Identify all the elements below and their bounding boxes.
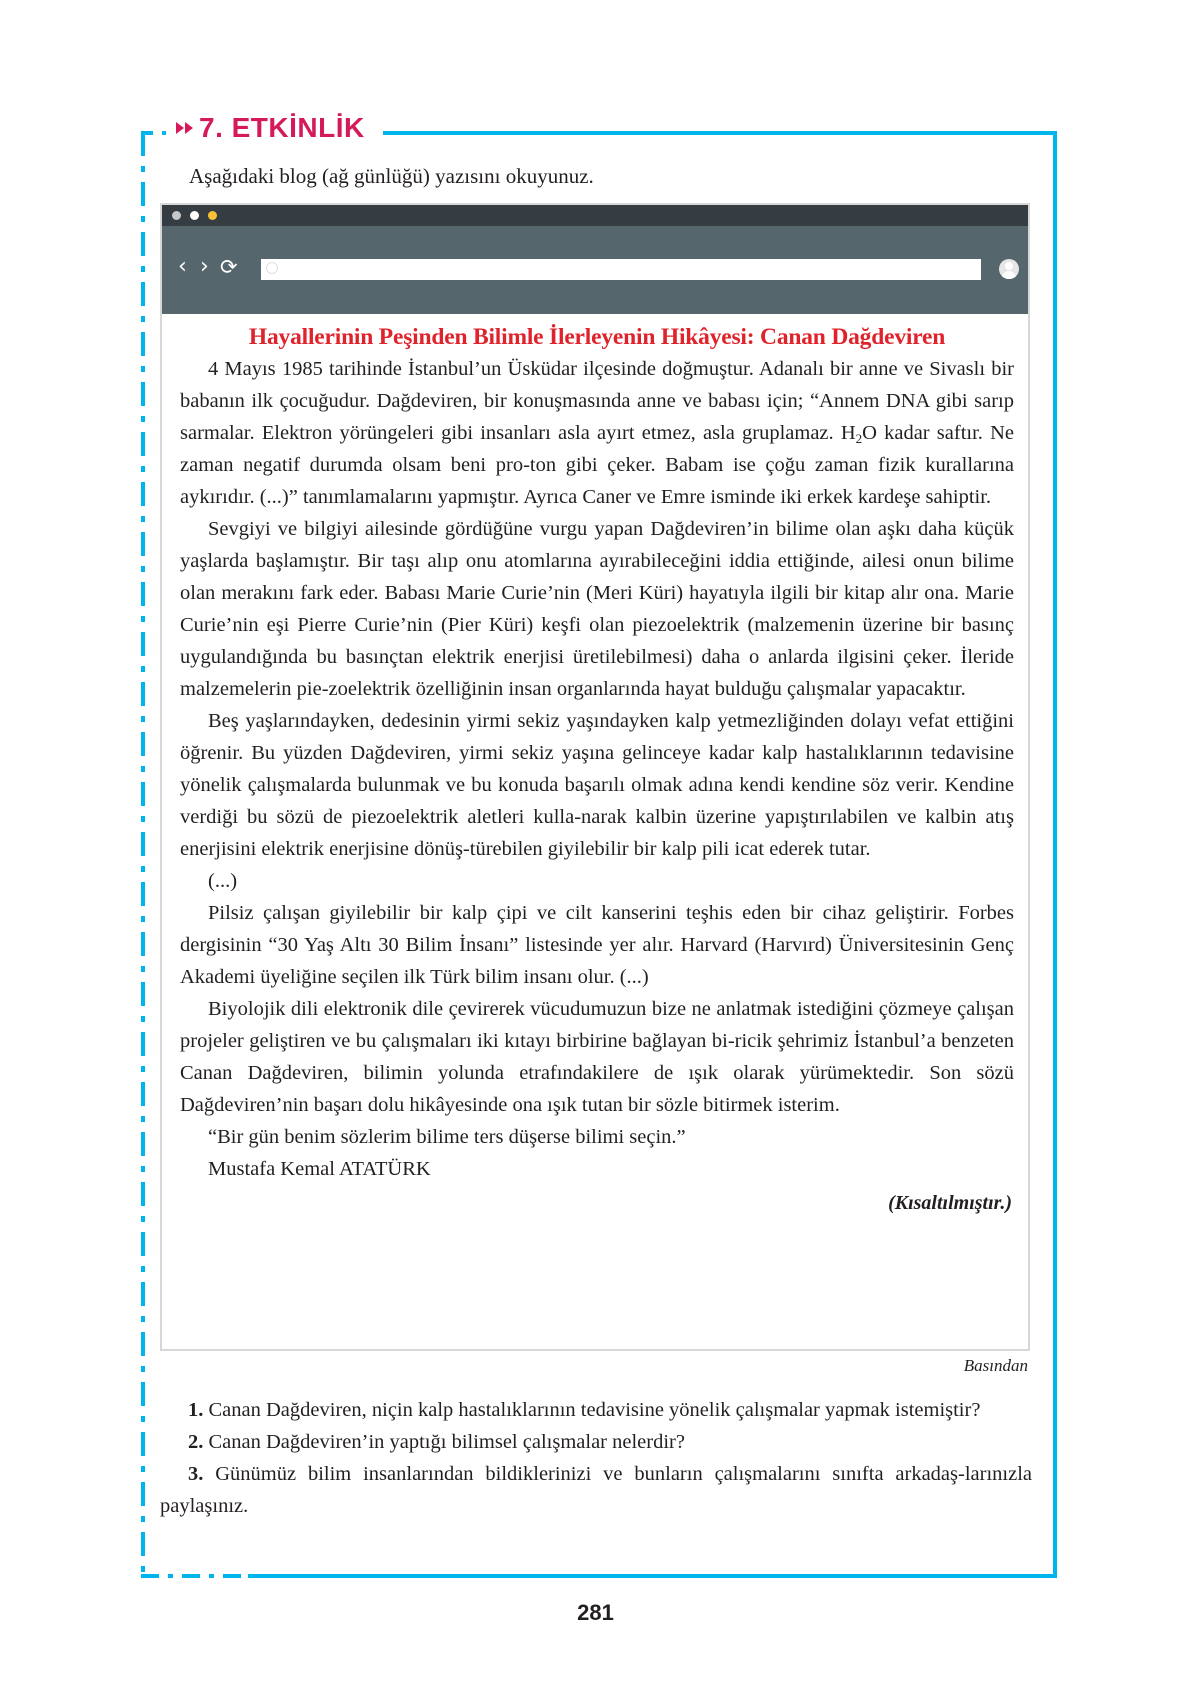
instruction-text: Aşağıdaki blog (ağ günlüğü) yazısını okuyunuz. — [189, 164, 594, 188]
window-dot-yellow-icon[interactable] — [208, 211, 217, 220]
activity-heading — [176, 112, 369, 144]
source-attribution: Basından — [963, 1356, 1028, 1375]
quote-author: Mustafa Kemal ATATÜRK — [208, 1158, 431, 1180]
article-paragraph: Sevgiyi ve bilgiyi ailesinde gördüğüne vurgu yapan Dağdeviren’in bilime olan aşkı daha küçük yaşlarda başlamıştır. Bir taşı alıp onu atomlarına ayırabileceğini iddia ettiğinde, ailesi onun bilime olan merakını fark eder. Babası Marie Curie’nin (Meri Küri) hayatıyla ilgili bir kitap alır ona. Marie Curie’nin eşi Pierre Curie’nin (Pier Küri) keşfi olan piezoelektrik (malzemenin üzerine bir basınç uygulandığında bu basınçtan elektrik enerjisi üretilebilmesi) daha o anlarda ilgisini çeker. İleride malzemelerin pie-zoelektrik özelliğinin insan organlarında hayat bulduğu çalışmalar yapacaktır. — [180, 518, 1014, 700]
frame-corner-dot — [162, 131, 166, 135]
arrow-icon — [185, 122, 193, 134]
reload-icon[interactable]: ⟳ — [220, 255, 238, 279]
blog-article — [180, 321, 1014, 1219]
questions-list — [160, 1394, 1032, 1522]
frame-left-dashed-border — [141, 132, 145, 1578]
double-arrow-icon — [176, 122, 193, 134]
article-ellipsis: (...) — [208, 870, 238, 892]
frame-top-border — [383, 131, 1057, 135]
article-paragraph: Pilsiz çalışan giyilebilir bir kalp çipi ve cilt kanserini teşhis eden bir cihaz geliştirir. Forbes dergisinin “30 Yaş Altı 30 Bilim İnsanı” listesinde yer alır. Harvard (Harvırd) Üniversitesinin Genç Akademi üyeliğine seçilen ilk Türk bilim insanı olur. (...) — [180, 902, 1014, 988]
frame-bottom-border — [248, 1574, 1057, 1578]
search-icon — [266, 262, 278, 274]
question-item: 2. Canan Dağdeviren’in yaptığı bilimsel çalışmalar nelerdir? — [188, 1431, 685, 1453]
window-dot-white-icon[interactable] — [190, 211, 199, 220]
arrow-icon — [176, 122, 184, 134]
frame-corner-dash — [141, 131, 153, 135]
question-item: 1. Canan Dağdeviren, niçin kalp hastalıklarının tedavisine yönelik çalışmalar yapmak istemiştir? — [188, 1399, 981, 1421]
window-dot-gray-icon[interactable] — [172, 211, 181, 220]
shortened-note: (Kısaltılmıştır.) — [888, 1192, 1012, 1214]
article-title: Hayallerinin Peşinden Bilimle İlerleyenin Hikâyesi: Canan Dağdeviren — [248, 324, 946, 350]
article-paragraph: 4 Mayıs 1985 tarihinde İstanbul’un Üsküdar ilçesinde doğmuştur. Adanalı bir anne ve Sivaslı bir babanın ilk çocuğudur. Dağdeviren, bir konuşmasında anne ve babası için; “Annem DNA gibi sarıp sarmalar. Elektron yörüngeleri gibi insanları asla ayırt etmez, asla gruplamaz. $H_2O$ kadar saftır. Ne zaman negatif durumda olsam beni pro-ton gibi çeker. Babam ise çoğu zaman fizik kurallarına aykırıdır. (...)” tanımlamalarını yapmıştır. Ayrıca Caner ve Emre isminde iki erkek kardeşe sahiptir. — [180, 358, 1014, 508]
activity-title: 7. ETKİNLİK — [199, 112, 365, 143]
user-avatar-icon[interactable] — [999, 259, 1019, 279]
question-item: 3. Günümüz bilim insanlarından bildiklerinizi ve bunların çalışmalarını sınıfta arkadaş-larınızla paylaşınız. — [160, 1463, 1032, 1517]
browser-window — [160, 203, 1030, 1351]
address-bar-input[interactable] — [261, 259, 981, 280]
article-paragraph: Beş yaşlarındayken, dedesinin yirmi sekiz yaşındayken kalp yetmezliğinden dolayı vefat ettiğini öğrenir. Bu yüzden Dağdeviren, yirmi sekiz yaşına gelinceye kadar kalp hastalıklarının tedavisine yönelik çalışmalarda bulunmak ve bu konuda başarılı olmak adına kendi kendine söz verir. Kendine verdiği bu sözü de piezoelektrik aletleri kulla-narak kalbin üzerine yapıştırılabilen ve kalbin atış enerjisini elektrik enerjisine dönüş-türebilen giyilebilir bir kalp pili icat ederek tutar. — [180, 710, 1014, 860]
page-number: 281 — [577, 1600, 614, 1625]
article-quote: “Bir gün benim sözlerim bilime ters düşerse bilimi seçin.” — [208, 1126, 686, 1148]
forward-icon[interactable]: › — [200, 254, 209, 279]
article-paragraph: Biyolojik dili elektronik dile çevirerek vücudumuzun bize ne anlatmak istediğini çözmeye çalışan projeler geliştiren ve bu çalışmaları iki kıtayı birbirine bağlayan bi-ricik şehrimiz İstanbul’a benzeten Canan Dağdeviren, bilimin yolunda etrafındakilere de ışık olarak yürümektedir. Son sözü Dağdeviren’nin başarı dolu hikâyesinde ona ışık tutan bir sözle bitirmek isterim. — [180, 998, 1014, 1116]
back-icon[interactable]: ‹ — [178, 254, 187, 279]
frame-right-border — [1053, 131, 1057, 1578]
browser-toolbar — [162, 226, 1028, 314]
browser-titlebar — [162, 205, 1028, 226]
frame-bottom-dashed-border — [141, 1574, 241, 1578]
